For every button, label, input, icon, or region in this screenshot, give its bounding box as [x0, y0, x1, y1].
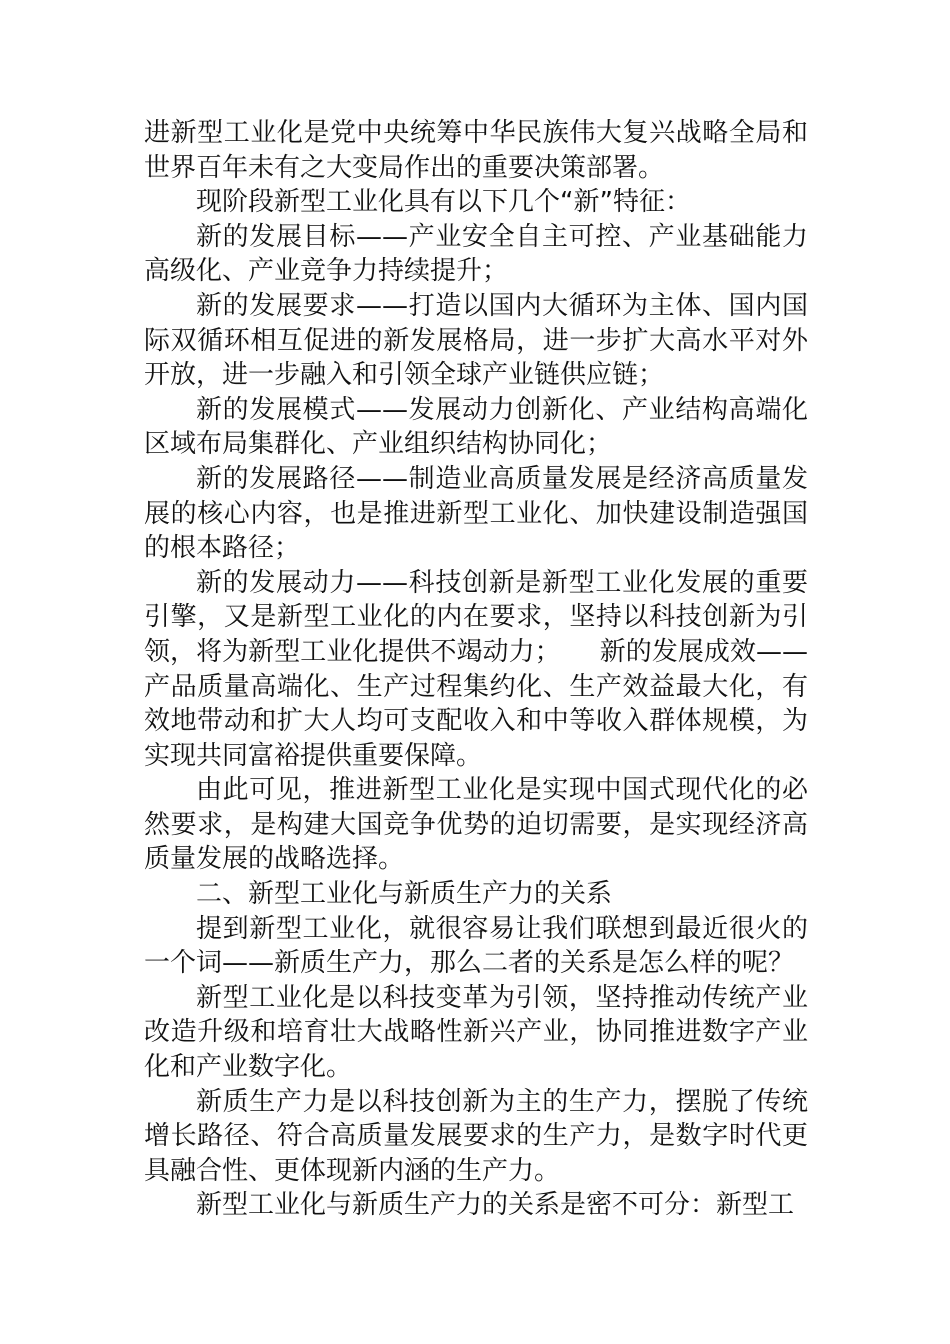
paragraph-3: 新的发展目标——产业安全自主可控、产业基础能力高级化、产业竞争力持续提升； [144, 221, 808, 287]
paragraph-13: 新型工业化与新质生产力的关系是密不可分：新型工 [196, 1190, 795, 1221]
paragraph-2: 现阶段新型工业化具有以下几个“新”特征： [196, 187, 691, 218]
paragraph-5: 新的发展模式——发展动力创新化、产业结构高端化区域布局集群化、产业组织结构协同化； [144, 394, 808, 460]
paragraph-1: 进新型工业化是党中央统筹中华民族伟大复兴战略全局和世界百年未有之大变局作出的重要决策部署。 [144, 118, 808, 183]
paragraph-11: 新型工业化是以科技变革为引领，坚持推动传统产业改造升级和培育壮大战略性新兴产业，协同推进数字产业化和产业数字化。 [144, 982, 808, 1083]
paragraph-10: 提到新型工业化，就很容易让我们联想到最近很火的一个词——新质生产力，那么二者的关系是怎么样的呢？ [144, 913, 808, 979]
section-heading: 二、新型工业化与新质生产力的关系 [196, 879, 613, 910]
paragraph-8: 由此可见，推进新型工业化是实现中国式现代化的必然要求，是构建大国竞争优势的迫切需要，是实现经济高质量发展的战略选择。 [144, 775, 808, 875]
paragraph-6: 新的发展路径——制造业高质量发展是经济高质量发展的核心内容，也是推进新型工业化、加快建设制造强国的根本路径； [144, 463, 808, 564]
paragraph-7: 新的发展动力——科技创新是新型工业化发展的重要引擎，又是新型工业化的内在要求，坚持以科技创新为引领，将为新型工业化提供不竭动力； 新的发展成效——产品质量高端化、生产过程集约化、生产效益最大化，有效地带动和扩大人均可支配收入和中等收入群体规模，为实现共同富裕提供重要保障。 [144, 567, 808, 771]
document-body [144, 116, 808, 1223]
paragraph-12: 新质生产力是以科技创新为主的生产力，摆脱了传统增长路径、符合高质量发展要求的生产力，是数字时代更具融合性、更体现新内涵的生产力。 [144, 1086, 808, 1186]
paragraph-4: 新的发展要求——打造以国内大循环为主体、国内国际双循环相互促进的新发展格局，进一步扩大高水平对外开放，进一步融入和引领全球产业链供应链； [144, 290, 808, 391]
